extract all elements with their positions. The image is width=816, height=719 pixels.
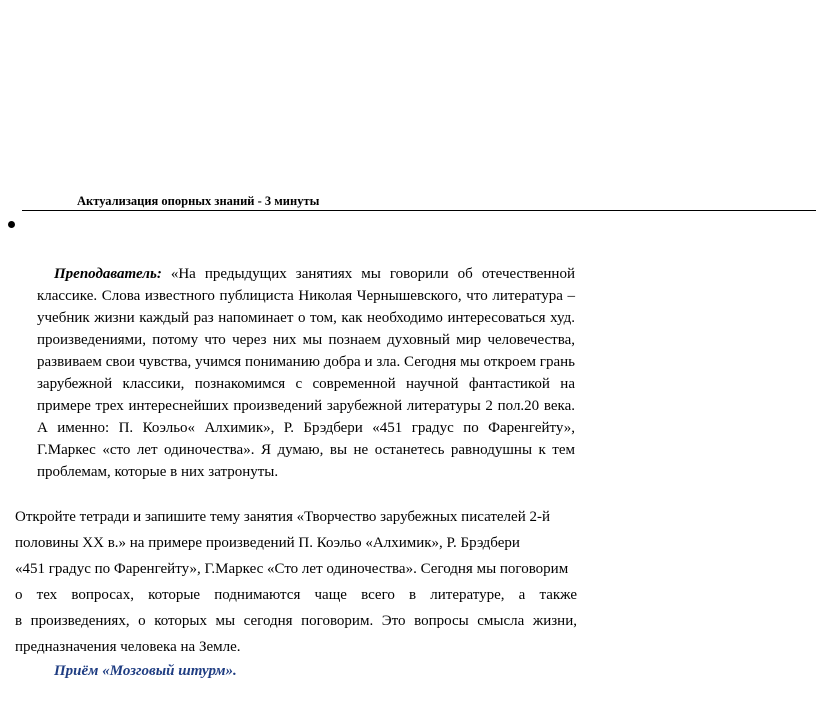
- assignment-paragraph: [15, 504, 577, 660]
- section-heading: Актуализация опорных знаний - 3 минуты: [77, 194, 320, 208]
- bullet-icon: [8, 221, 15, 228]
- assignment-line: Откройте тетради и запишите тему занятия «Творчество зарубежных писателей 2-й: [15, 509, 550, 525]
- intro-text: «На предыдущих занятиях мы говорили об отечественной классике. Слова известного публициста Николая Чернышевского, что литература – учебник жизни каждый раз напоминает о том, как необходимо интересоваться худ. произведениями, потому что через них мы познаем духовный мир человечества, развиваем свои чувства, учимся пониманию добра и зла. Сегодня мы откроем грань зарубежной классики, познакомимся с современной научной фантастикой на примере трех интереснейших произведений зарубежной литературы 2 пол.20 века. А именно: П. Коэльо« Алхимик», Р. Брэдбери «451 градус по Фаренгейту», Г.Маркес «сто лет одиночества». Я думаю, вы не останетесь равнодушны к тем проблемам, которые в них затронуты.: [37, 266, 575, 480]
- speaker-label: Преподаватель:: [54, 266, 162, 282]
- assignment-line: половины ХХ в.» на примере произведений П. Коэльо «Алхимик», Р. Брэдбери: [15, 535, 520, 551]
- intro-paragraph: [37, 263, 575, 483]
- assignment-line: предназначения человека на Земле.: [15, 639, 241, 655]
- assignment-line: в произведениях, о которых мы сегодня поговорим. Это вопросы смысла жизни,: [15, 613, 577, 629]
- technique-title: Приём «Мозговый штурм».: [54, 663, 237, 679]
- section-heading-row: [22, 190, 816, 211]
- assignment-line: «451 градус по Фаренгейту», Г.Маркес «Сто лет одиночества». Сегодня мы поговорим: [15, 561, 569, 577]
- assignment-line: о тех вопросах, которые поднимаются чаще всего в литературе, а также: [15, 587, 577, 603]
